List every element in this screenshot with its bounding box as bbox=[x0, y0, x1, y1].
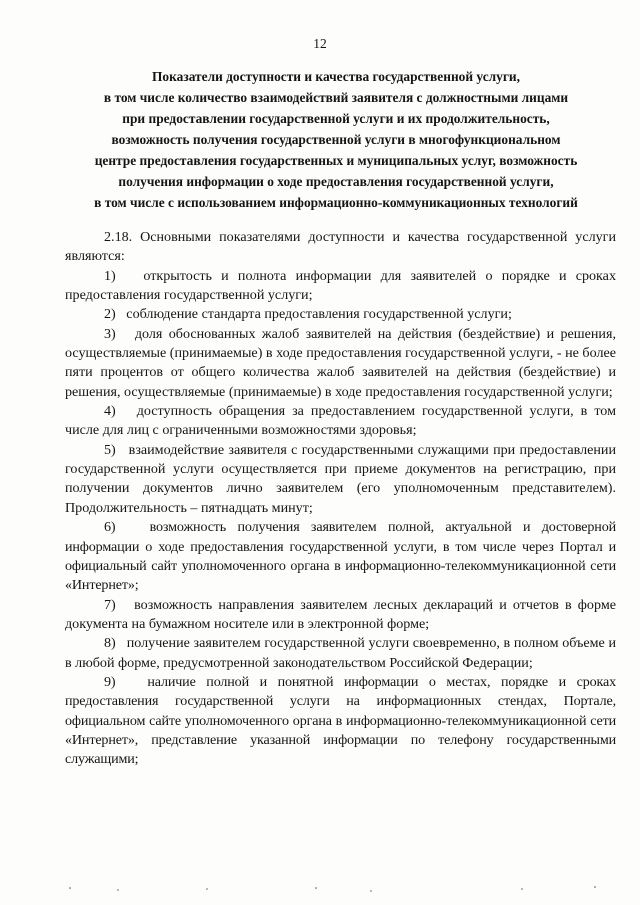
list-item-7: 7) возможность направления заявителем лесных деклараций и отчетов в форме документа на бумажном носителе или в электронной форме; bbox=[65, 596, 616, 632]
list-item-9: 9) наличие полной и понятной информации о местах, порядке и сроках предоставления государственной услуги на информационных стендах, Портале, официальном сайте уполномоченного органа в информационно-телекоммуникационной сети «Интернет», представление указанной информации по телефону государственными служащими; bbox=[65, 673, 616, 768]
section-heading bbox=[55, 66, 617, 213]
heading-line: при предоставлении государственной услуги и их продолжительность, bbox=[122, 111, 550, 126]
list-item-4: 4) доступность обращения за предоставлением государственной услуги, в том числе для лиц с ограниченными возможностями здоровья; bbox=[65, 403, 616, 439]
list-item-8: 8) получение заявителем государственной услуги своевременно, в полном объеме и в любой форме, предусмотренной законодательством Российской Федерации; bbox=[65, 635, 616, 671]
paragraph-intro: 2.18. Основными показателями доступности и качества государственной услуги являются: bbox=[65, 229, 616, 265]
scan-specks bbox=[0, 870, 640, 900]
heading-line: центре предоставления государственных и муниципальных услуг, возможность bbox=[94, 153, 578, 168]
list-item-6: 6) возможность получения заявителем полной, актуальной и достоверной информации о ходе предоставления государственной услуги, в том числе через Портал и официальный сайт уполномоченного органа в информационно-телекоммуникационной сети «Интернет»; bbox=[65, 519, 616, 594]
heading-line: Показатели доступности и качества государственной услуги, bbox=[152, 69, 520, 84]
heading-line: возможность получения государственной услуги в многофункциональном bbox=[111, 132, 561, 147]
list-item-5: 5) взаимодействие заявителя с государственными служащими при предоставлении государственной услуги осуществляется при приеме документов на регистрацию, при получении документов лично заявителем (его уполномоченным представителем). Продолжительность – пятнадцать минут; bbox=[65, 441, 616, 516]
page-number: 12 bbox=[313, 36, 327, 51]
heading-line: получения информации о ходе предоставления государственной услуги, bbox=[118, 174, 554, 189]
list-item-2: 2) соблюдение стандарта предоставления государственной услуги; bbox=[104, 306, 512, 323]
list-item-1: 1) открытость и полнота информации для заявителей о порядке и сроках предоставления государственной услуги; bbox=[65, 267, 616, 304]
heading-line: в том числе с использованием информационно-коммуникационных технологий bbox=[94, 195, 578, 210]
list-item-3: 3) доля обоснованных жалоб заявителей на действия (бездействие) и решения, осуществляемые (принимаемые) в ходе предоставления государственной услуги, - не более пяти процентов от общего количества жалоб заявителей на действия (бездействие) и решения, осуществляемые (принимаемые) в ходе предоставления государственной услуги; bbox=[65, 325, 616, 400]
body-text bbox=[65, 228, 616, 770]
heading-line: в том числе количество взаимодействий заявителя с должностными лицами bbox=[103, 90, 569, 105]
